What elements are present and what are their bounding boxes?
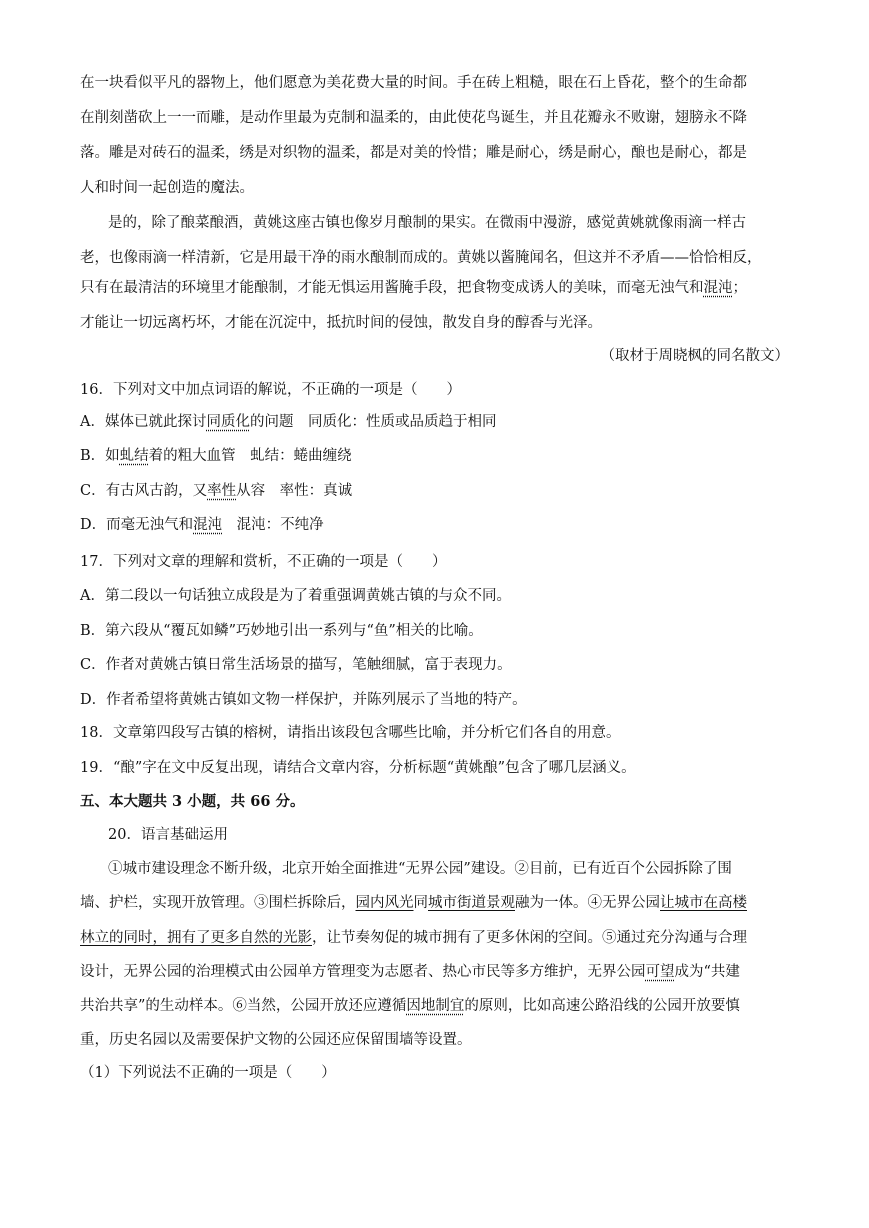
q20-text: 同: [413, 895, 428, 911]
question-20-title: 20．语言基础运用: [108, 827, 228, 843]
underlined-phrase: 让城市在高楼: [660, 895, 747, 911]
question-20-sub1: （1）下列说法不正确的一项是（ ）: [80, 1065, 336, 1081]
section-5-heading: 五、本大题共 3 小题，共 66 分。: [80, 793, 305, 810]
option-text: 着的粗大血管 虬结：蜷曲缠绕: [148, 448, 352, 464]
q20-text: 共治共享”的生动样本。⑥当然，公园开放还应遵循: [80, 998, 407, 1014]
passage-p1-line4: 人和时间一起创造的魔法。: [80, 180, 254, 196]
passage-p1-line1: 在一块看似平凡的器物上，他们愿意为美花费大量的时间。手在砖上粗糙，眼在石上昏花，整个的生命都: [80, 75, 747, 91]
question-19: 19．“酿”字在文中反复出现，请结合文章内容，分析标题“黄姚酿”包含了哪几层涵义。: [80, 760, 636, 776]
question-16-option-d: [80, 515, 792, 535]
question-20-line3: [80, 928, 792, 948]
question-20-line5: [80, 996, 792, 1016]
q20-text: 墙、护栏，实现开放管理。③围栏拆除后，: [80, 895, 356, 911]
passage-p2-line2: 老，也像雨滴一样清新，它是用最干净的雨水酿制而成的。黄姚以酱腌闻名，但这并不矛盾——恰恰相反，: [80, 250, 762, 266]
option-text: 混沌：不纯净: [222, 517, 324, 533]
passage-p1-line3: 落。雕是对砖石的温柔，绣是对织物的温柔，都是对美的怜惜；雕是耐心，绣是耐心，酿也是耐心，都是: [80, 145, 747, 161]
dotted-word: 虬结: [119, 448, 149, 464]
dotted-word: 率性: [207, 483, 237, 499]
underlined-phrase: 园内风光: [355, 895, 414, 911]
underlined-phrase: 林立的同时，拥有了更多自然的光影: [80, 930, 312, 946]
dotted-word: 同质化: [206, 414, 250, 430]
q20-text: 设计，无界公园的治理模式由公园单方管理变为志愿者、热心市民等多方维护，无界公园: [80, 964, 646, 980]
dotted-word: 混沌: [703, 280, 733, 296]
dotted-word: 混沌: [193, 517, 223, 533]
question-17-option-b: B．第六段从“覆瓦如鳞”巧妙地引出一系列与“鱼”相关的比喻。: [80, 623, 483, 639]
option-text: C．有古风古韵，又: [80, 483, 208, 499]
option-text: B．如: [80, 448, 120, 464]
option-text: 的问题 同质化：性质或品质趋于相同: [249, 414, 497, 430]
question-20-line4: [80, 962, 792, 982]
q20-text: 的原则，比如高速公路沿线的公园开放要慎: [464, 998, 740, 1014]
dotted-word: 因地制宜: [406, 998, 465, 1014]
passage-text: 只有在最清洁的环境里才能酿制，才能无惧运用酱腌手段，把食物变成诱人的美味，而毫无浊气和: [80, 280, 704, 296]
question-17-option-d: D．作者希望将黄姚古镇如文物一样保护，并陈列展示了当地的特产。: [80, 692, 527, 708]
passage-p2-line1: 是的，除了酿菜酿酒，黄姚这座古镇也像岁月酿制的果实。在微雨中漫游，感觉黄姚就像雨滴一样古: [108, 215, 746, 231]
underlined-phrase: 城市街道景观: [428, 895, 515, 911]
q20-text: 成为“共建: [674, 964, 740, 980]
question-16-stem: 16．下列对文中加点词语的解说，不正确的一项是（ ）: [80, 382, 461, 398]
passage-p1-line2: 在削刻凿砍上一一而雕，是动作里最为克制和温柔的，由此使花鸟诞生，并且花瓣永不败谢，翅膀永不降: [80, 110, 747, 126]
passage-p2-line4: 才能让一切远离朽坏，才能在沉淀中，抵抗时间的侵蚀，散发自身的醇香与光泽。: [80, 315, 602, 331]
question-17-option-a: A．第二段以一句话独立成段是为了着重强调黄姚古镇的与众不同。: [80, 588, 511, 604]
question-20-line1: ①城市建设理念不断升级，北京开始全面推进“无界公园”建设。②目前，已有近百个公园拆除了围: [108, 861, 732, 877]
q20-text: 融为一体。④无界公园: [515, 895, 660, 911]
question-17-option-c: C．作者对黄姚古镇日常生活场景的描写，笔触细腻，富于表现力。: [80, 657, 512, 673]
question-17-stem: 17．下列对文章的理解和赏析，不正确的一项是（ ）: [80, 554, 447, 570]
q20-text: ，让节奏匆促的城市拥有了更多休闲的空间。⑤通过充分沟通与合理: [312, 930, 747, 946]
question-16-option-a: [80, 412, 792, 432]
passage-p2-line3: [80, 278, 792, 298]
option-text: 从容 率性：真诚: [236, 483, 353, 499]
passage-text: ；: [732, 280, 747, 296]
question-20-line2: [80, 893, 792, 913]
dotted-word: 可望: [645, 964, 675, 980]
question-16-option-c: [80, 481, 792, 501]
option-text: A．媒体已就此探讨: [80, 414, 207, 430]
question-20-line6: 重，历史名园以及需要保护文物的公园还应保留围墙等设置。: [80, 1032, 472, 1048]
option-text: D．而毫无浊气和: [80, 517, 194, 533]
passage-source: （取材于周晓枫的同名散文）: [600, 348, 789, 364]
question-16-option-b: [80, 446, 792, 466]
question-18: 18．文章第四段写古镇的榕树，请指出该段包含哪些比喻，并分析它们各自的用意。: [80, 725, 621, 741]
